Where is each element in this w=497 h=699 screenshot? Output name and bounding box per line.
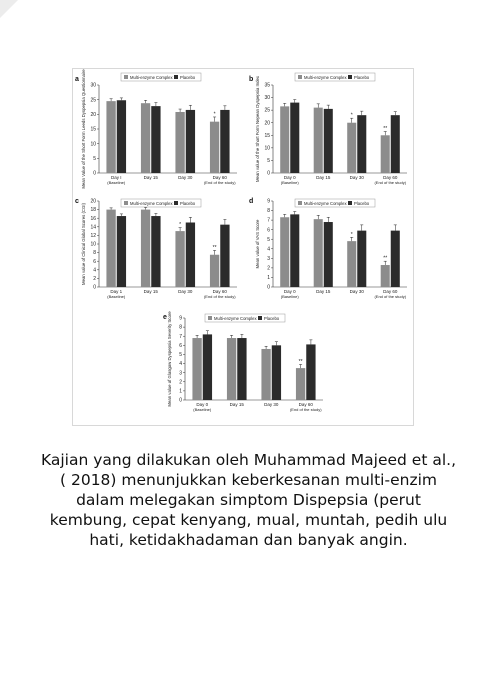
y-axis-label: Mean value of VAS Score [255, 219, 260, 269]
legend-swatch-multi-enzyme [208, 316, 212, 320]
x-tick-label: Day 15 [143, 289, 158, 294]
panel-letter: b [249, 76, 254, 83]
y-tick-label: 7 [267, 217, 270, 224]
x-tick-sublabel: (Baseline) [280, 294, 299, 299]
x-tick-sublabel: (Baseline) [107, 294, 126, 299]
bar-placebo [186, 223, 195, 288]
x-tick-label: Day 0 [196, 402, 209, 407]
y-tick-label: 25 [90, 97, 96, 104]
multi-panel-bar-chart [73, 69, 413, 425]
y-axis-label: Mean value of Glasgow Dyspepsia Severity Score [167, 311, 172, 407]
legend-swatch-multi-enzyme [298, 201, 302, 205]
bar-multi-enzyme [314, 108, 323, 173]
y-tick-label: 1 [179, 388, 182, 395]
bar-multi-enzyme [347, 241, 356, 287]
x-tick-label: Day 15 [143, 175, 158, 180]
y-tick-label: 6 [179, 342, 182, 349]
y-tick-label: 3 [267, 255, 270, 262]
y-tick-label: 10 [90, 141, 96, 148]
y-tick-label: 3 [179, 370, 182, 377]
x-tick-sublabel: (Baseline) [107, 180, 126, 185]
y-axis-label: Mean Value of the Short Form Leeds Dyspepsia Questionnaire [81, 69, 86, 189]
bar-multi-enzyme [106, 210, 115, 287]
bar-placebo [357, 231, 366, 287]
legend-swatch-multi-enzyme [298, 75, 302, 79]
y-tick-label: 2 [93, 276, 96, 282]
legend-swatch-placebo [258, 316, 262, 320]
y-tick-label: 10 [90, 241, 96, 248]
bar-placebo [324, 222, 333, 287]
legend-swatch-placebo [174, 75, 178, 79]
y-tick-label: 5 [93, 155, 96, 162]
y-axis-label: Mean value of Clinical Global Scores (CGI) [81, 203, 86, 285]
legend-label-multi-enzyme: Multi-enzyme Complex [130, 201, 173, 206]
corner-mark [0, 0, 18, 18]
y-tick-label: 20 [264, 120, 270, 127]
bar-multi-enzyme [141, 210, 150, 287]
bar-multi-enzyme [210, 122, 219, 173]
legend-swatch-multi-enzyme [124, 75, 128, 79]
legend-swatch-placebo [174, 201, 178, 205]
bar-placebo [117, 216, 126, 287]
bar-multi-enzyme [192, 338, 201, 400]
legend-swatch-placebo [348, 75, 352, 79]
bar-multi-enzyme [106, 101, 115, 173]
bar-placebo [186, 110, 195, 173]
y-tick-label: 7 [179, 333, 182, 340]
y-tick-label: 25 [264, 107, 270, 114]
y-tick-label: 6 [267, 227, 270, 234]
y-tick-label: 18 [90, 207, 96, 214]
y-tick-label: 2 [179, 379, 182, 386]
x-tick-label: Day 30 [178, 289, 193, 294]
panel-letter: e [163, 314, 167, 321]
significance-marker: * [350, 231, 353, 238]
x-tick-sublabel: (End of the study) [203, 294, 236, 299]
legend-label-placebo: Placebo [264, 316, 280, 321]
legend-swatch-placebo [348, 201, 352, 205]
bar-multi-enzyme [210, 255, 219, 287]
panel-letter: c [75, 198, 79, 205]
y-tick-label: 15 [90, 126, 96, 133]
bar-multi-enzyme [381, 265, 390, 287]
x-tick-label: Day 60 [383, 289, 398, 294]
bar-placebo [290, 214, 299, 287]
bar-multi-enzyme [314, 219, 323, 287]
y-tick-label: 8 [93, 250, 96, 257]
significance-marker: ** [212, 244, 217, 251]
figure-caption: Kajian yang dilakukan oleh Muhammad Majeed et al.,( 2018) menunjukkan keberkesanan multi-enzim dalam melegakan simptom Dispepsia (perut kembung, cepat kenyang, mual, muntah, pedih ulu hati, ketidakhadaman dan banyak angin. [40, 451, 456, 549]
legend-label-placebo: Placebo [180, 75, 196, 80]
x-tick-label: Day 15 [316, 289, 331, 294]
y-tick-label: 5 [267, 236, 270, 243]
bar-placebo [391, 231, 400, 287]
bar-placebo [151, 216, 160, 287]
x-tick-label: Day 60 [212, 175, 227, 180]
bar-multi-enzyme [175, 112, 184, 173]
y-tick-label: 0 [93, 170, 96, 177]
legend-label-placebo: Placebo [354, 201, 370, 206]
bar-placebo [203, 334, 212, 400]
y-tick-label: 8 [267, 208, 270, 215]
y-tick-label: 14 [90, 224, 96, 231]
significance-marker: ** [383, 126, 388, 133]
x-tick-label: Day 30 [178, 175, 193, 180]
x-tick-label: Day 60 [298, 402, 313, 407]
significance-marker: * [179, 222, 182, 229]
y-tick-label: 0 [267, 170, 270, 177]
y-tick-label: 4 [93, 267, 96, 274]
bar-placebo [220, 110, 229, 173]
bar-multi-enzyme [227, 338, 236, 400]
y-tick-label: 8 [179, 324, 182, 331]
bar-placebo [220, 225, 229, 287]
bar-multi-enzyme [175, 231, 184, 287]
bar-placebo [237, 338, 246, 400]
significance-marker: ** [383, 255, 388, 262]
y-tick-label: 30 [90, 82, 96, 89]
bar-multi-enzyme [141, 103, 150, 173]
y-tick-label: 20 [90, 111, 96, 118]
bar-placebo [306, 344, 315, 400]
legend-swatch-multi-enzyme [124, 201, 128, 205]
x-tick-label: Day 0 [283, 289, 296, 294]
y-tick-label: 2 [267, 265, 270, 272]
y-tick-label: 35 [264, 82, 270, 89]
significance-marker: * [350, 112, 353, 119]
panel-letter: a [75, 76, 79, 83]
y-tick-label: 4 [267, 246, 270, 253]
y-tick-label: 0 [179, 397, 182, 404]
y-tick-label: 4 [179, 361, 182, 368]
x-tick-label: Day 30 [349, 289, 364, 294]
y-tick-label: 5 [267, 158, 270, 165]
bar-placebo [272, 345, 281, 400]
y-tick-label: 6 [93, 258, 96, 265]
significance-marker: * [213, 111, 216, 118]
bar-placebo [290, 103, 299, 173]
x-tick-label: Day 15 [316, 175, 331, 180]
x-tick-sublabel: (End of the study) [374, 294, 407, 299]
x-tick-sublabel: (End of the study) [289, 407, 322, 412]
bar-placebo [391, 115, 400, 173]
y-tick-label: 5 [179, 352, 182, 359]
bar-multi-enzyme [280, 106, 289, 173]
figure-panel [72, 68, 414, 426]
x-tick-label: Day 60 [383, 175, 398, 180]
legend-label-placebo: Placebo [180, 201, 196, 206]
x-tick-sublabel: (Baseline) [193, 407, 212, 412]
bar-multi-enzyme [381, 135, 390, 173]
y-tick-label: 20 [90, 198, 96, 205]
bar-placebo [357, 115, 366, 173]
x-tick-label: Day 30 [349, 175, 364, 180]
x-tick-label: Day 30 [264, 402, 279, 407]
legend-label-placebo: Placebo [354, 75, 370, 80]
bar-placebo [151, 106, 160, 173]
x-tick-label: Day 15 [229, 402, 244, 407]
x-tick-label: Day 60 [212, 289, 227, 294]
bar-placebo [117, 100, 126, 173]
y-tick-label: 10 [264, 145, 270, 152]
significance-marker: ** [298, 358, 303, 365]
y-axis-label: Mean value of the Short Form Nepean Dyspepsia Index [255, 75, 260, 183]
y-tick-label: 0 [93, 284, 96, 291]
y-tick-label: 12 [90, 233, 96, 239]
legend-label-multi-enzyme: Multi-enzyme Complex [130, 75, 173, 80]
x-tick-label: Day 1 [110, 289, 123, 294]
x-tick-label: Day I [110, 175, 122, 180]
panel-letter: d [249, 198, 254, 205]
x-tick-sublabel: (End of the study) [374, 180, 407, 185]
legend-label-multi-enzyme: Multi-enzyme Complex [304, 75, 347, 80]
y-tick-label: 0 [267, 284, 270, 291]
y-tick-label: 30 [264, 95, 270, 102]
bar-multi-enzyme [261, 349, 270, 400]
x-tick-label: Day 0 [283, 175, 296, 180]
bar-multi-enzyme [296, 368, 305, 400]
bar-placebo [324, 109, 333, 173]
legend-label-multi-enzyme: Multi-enzyme Complex [214, 316, 257, 321]
bar-multi-enzyme [280, 217, 289, 287]
y-tick-label: 9 [179, 315, 182, 322]
bar-multi-enzyme [347, 123, 356, 173]
y-tick-label: 1 [267, 275, 270, 282]
y-tick-label: 16 [90, 215, 96, 222]
y-tick-label: 15 [264, 132, 270, 139]
y-tick-label: 9 [267, 198, 270, 205]
x-tick-sublabel: (End of the study) [203, 180, 236, 185]
x-tick-sublabel: (Baseline) [280, 180, 299, 185]
legend-label-multi-enzyme: Multi-enzyme Complex [304, 201, 347, 206]
